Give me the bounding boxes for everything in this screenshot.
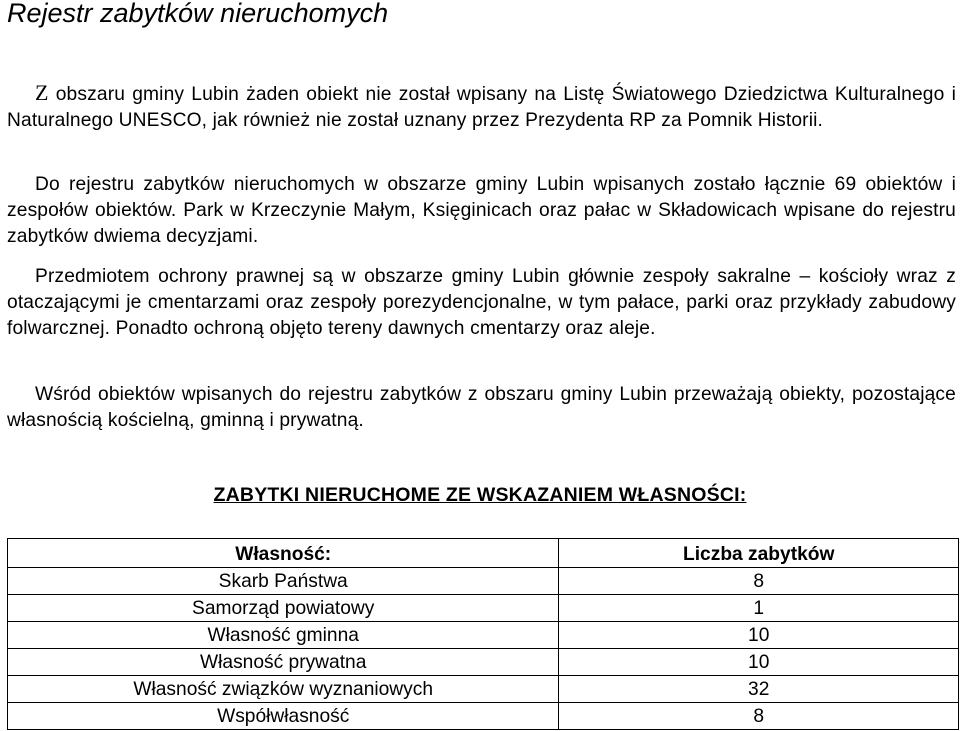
section-title: ZABYTKI NIERUCHOME ZE WSKAZANIEM WŁASNOŚCI: [213, 484, 747, 506]
ownership-cell: Skarb Państwa [8, 568, 559, 595]
ownership-cell: Własność związków wyznaniowych [8, 676, 559, 703]
count-cell: 32 [559, 676, 959, 703]
table-header-row [8, 539, 959, 568]
page-title: Rejestr zabytków nieruchomych [7, 0, 389, 28]
ownership-cell: Współwłasność [8, 703, 559, 730]
count-cell: 8 [559, 568, 959, 595]
ownership-cell: Własność gminna [8, 622, 559, 649]
count-cell: 10 [559, 622, 959, 649]
column-header-ownership: Własność: [8, 539, 559, 568]
paragraph-protection: Przedmiotem ochrony prawnej są w obszarze gminy Lubin głównie zespoły sakralne – kościoły wraz z otaczającymi je cmentarzami oraz zespoły porezydencjonalne, w tym pałace, parki oraz przykłady zabudowy folwarcznej. Ponadto ochroną objęto tereny dawnych cmentarzy oraz aleje. [7, 266, 956, 339]
ownership-cell: Samorząd powiatowy [8, 595, 559, 622]
ownership-cell: Własność prywatna [8, 649, 559, 676]
table-row [8, 703, 959, 730]
table-row [8, 622, 959, 649]
paragraph-text: obszaru gminy Lubin żaden obiekt nie został wpisany na Listę Światowego Dziedzictwa Kulturalnego i Naturalnego UNESCO, jak również nie został uznany przez Prezydenta RP za Pomnik Historii. [7, 84, 956, 131]
ownership-table [7, 538, 959, 730]
table-row [8, 568, 959, 595]
table-row [8, 649, 959, 676]
paragraph-unesco [7, 80, 956, 134]
table-row [8, 595, 959, 622]
table-row [8, 676, 959, 703]
drop-cap: Z [35, 80, 49, 105]
paragraph-register-count: Do rejestru zabytków nieruchomych w obszarze gminy Lubin wpisanych zostało łącznie 69 obiektów i zespołów obiektów. Park w Krzeczynie Małym, Księginicach oraz pałac w Składowicach wpisane do rejestru zabytków dwiema decyzjami. [7, 174, 956, 247]
count-cell: 8 [559, 703, 959, 730]
count-cell: 1 [559, 595, 959, 622]
count-cell: 10 [559, 649, 959, 676]
paragraph-ownership: Wśród obiektów wpisanych do rejestru zabytków z obszaru gminy Lubin przeważają obiekty, pozostające własnością kościelną, gminną i prywatną. [7, 384, 956, 431]
column-header-count: Liczba zabytków [559, 539, 959, 568]
